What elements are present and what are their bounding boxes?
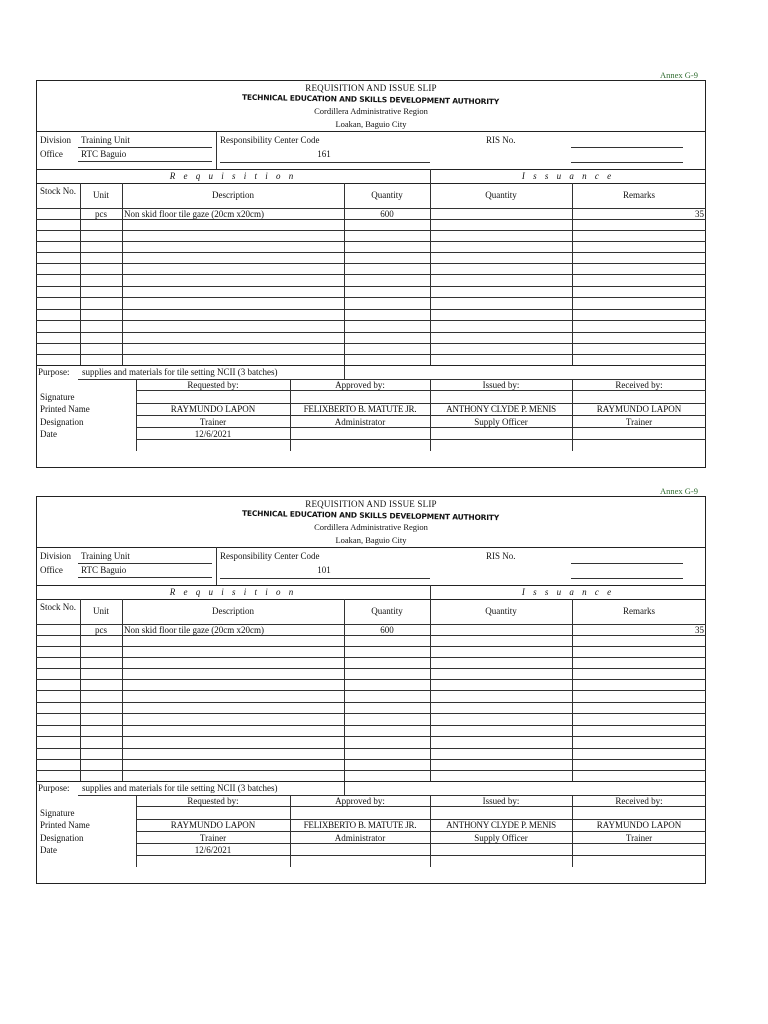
col-remarks: Remarks	[623, 190, 655, 200]
approver-designation: Administrator	[334, 417, 386, 427]
table-row	[36, 679, 706, 680]
received-by-heading: Received by:	[615, 380, 663, 390]
signature-label: Signature	[40, 808, 75, 818]
table-row	[36, 748, 706, 749]
table-row	[36, 702, 706, 703]
table-row	[36, 263, 706, 264]
item-description: Non skid floor tile gaze (20cm x20cm)	[124, 625, 264, 635]
table-row	[36, 241, 706, 242]
issuer-designation: Supply Officer	[474, 417, 528, 427]
approved-by-heading: Approved by:	[335, 796, 385, 806]
item-unit: pcs	[95, 625, 107, 635]
requisition-heading: R e q u i s i t i o n	[169, 587, 297, 597]
ris-label: RIS No.	[486, 135, 516, 145]
purpose-label: Purpose:	[38, 783, 70, 793]
table-row	[36, 297, 706, 298]
requested-by-heading: Requested by:	[187, 796, 239, 806]
table-row	[36, 657, 706, 658]
office-label: Office	[40, 565, 63, 575]
col-stock-no: Stock No.	[40, 186, 76, 196]
col-issue-quantity: Quantity	[485, 190, 517, 200]
request-date: 12/6/2021	[194, 845, 232, 855]
received-by-heading: Received by:	[615, 796, 663, 806]
form-title: REQUISITION AND ISSUE SLIP	[305, 499, 437, 509]
table-row	[36, 635, 706, 636]
address: Loakan, Baguio City	[335, 535, 407, 545]
item-quantity: 600	[380, 625, 394, 635]
form-title: REQUISITION AND ISSUE SLIP	[305, 83, 437, 93]
annex-label: Annex G-9	[659, 486, 698, 496]
designation-label: Designation	[40, 417, 84, 427]
annex-label: Annex G-9	[659, 70, 698, 80]
agency-name: TECHNICAL EDUCATION AND SKILLS DEVELOPMENT AUTHORITY	[242, 92, 500, 107]
rcc-label: Responsibility Center Code	[220, 135, 320, 145]
purpose-value: supplies and materials for tile setting NCII (3 batches)	[82, 783, 278, 793]
requester-designation: Trainer	[199, 833, 227, 843]
designation-label: Designation	[40, 833, 84, 843]
col-description: Description	[212, 190, 254, 200]
division-label: Division	[40, 135, 72, 145]
col-quantity: Quantity	[371, 190, 403, 200]
receiver-designation: Trainer	[625, 417, 653, 427]
issuer-name: ANTHONY CLYDE P. MENIS	[446, 820, 556, 830]
table-row	[36, 668, 706, 669]
col-description: Description	[212, 606, 254, 616]
date-label: Date	[40, 429, 57, 439]
table-row	[36, 274, 706, 275]
address: Loakan, Baguio City	[335, 119, 407, 129]
col-unit: Unit	[92, 190, 109, 200]
table-row	[36, 343, 706, 344]
item-quantity: 600	[380, 209, 394, 219]
receiver-name: RAYMUNDO LAPON	[596, 404, 682, 414]
table-row	[36, 320, 706, 321]
col-stock-no: Stock No.	[40, 602, 76, 612]
ris-label: RIS No.	[486, 551, 516, 561]
requested-by-heading: Requested by:	[187, 380, 239, 390]
table-row	[36, 690, 706, 691]
col-quantity: Quantity	[371, 606, 403, 616]
table-row	[36, 646, 706, 647]
item-description: Non skid floor tile gaze (20cm x20cm)	[124, 209, 264, 219]
printed-name-label: Printed Name	[40, 820, 90, 830]
rcc-label: Responsibility Center Code	[220, 551, 320, 561]
approver-designation: Administrator	[334, 833, 386, 843]
issuer-designation: Supply Officer	[474, 833, 528, 843]
approver-name: FELIXBERTO B. MATUTE JR.	[303, 820, 417, 830]
signature-label: Signature	[40, 392, 75, 402]
item-remarks: 35	[695, 625, 704, 635]
table-row	[36, 286, 706, 287]
division-value: Training Unit	[81, 135, 130, 145]
table-row	[36, 219, 706, 220]
table-row	[36, 332, 706, 333]
rcc-value: 101	[317, 565, 331, 575]
table-row	[36, 252, 706, 253]
office-value: RTC Baguio	[81, 565, 127, 575]
requester-designation: Trainer	[199, 417, 227, 427]
printed-name-label: Printed Name	[40, 404, 90, 414]
region-name: Cordillera Administrative Region	[314, 522, 428, 532]
approved-by-heading: Approved by:	[335, 380, 385, 390]
approver-name: FELIXBERTO B. MATUTE JR.	[303, 404, 417, 414]
table-row	[36, 725, 706, 726]
table-row	[36, 736, 706, 737]
col-issue-quantity: Quantity	[485, 606, 517, 616]
purpose-value: supplies and materials for tile setting NCII (3 batches)	[82, 367, 278, 377]
col-unit: Unit	[92, 606, 109, 616]
table-row	[36, 759, 706, 760]
region-name: Cordillera Administrative Region	[314, 106, 428, 116]
division-label: Division	[40, 551, 72, 561]
office-value: RTC Baguio	[81, 149, 127, 159]
receiver-designation: Trainer	[625, 833, 653, 843]
col-remarks: Remarks	[623, 606, 655, 616]
issuer-name: ANTHONY CLYDE P. MENIS	[446, 404, 556, 414]
agency-name: TECHNICAL EDUCATION AND SKILLS DEVELOPMENT AUTHORITY	[242, 508, 500, 523]
issued-by-heading: Issued by:	[482, 796, 520, 806]
office-label: Office	[40, 149, 63, 159]
table-row	[36, 354, 706, 355]
issuance-heading: I s s u a n c e	[521, 587, 615, 597]
receiver-name: RAYMUNDO LAPON	[596, 820, 682, 830]
date-label: Date	[40, 845, 57, 855]
item-unit: pcs	[95, 209, 107, 219]
table-row	[36, 713, 706, 714]
purpose-label: Purpose:	[38, 367, 70, 377]
issuance-heading: I s s u a n c e	[521, 171, 615, 181]
division-value: Training Unit	[81, 551, 130, 561]
table-row	[36, 309, 706, 310]
requester-name: RAYMUNDO LAPON	[170, 820, 256, 830]
table-row	[36, 230, 706, 231]
requisition-heading: R e q u i s i t i o n	[169, 171, 297, 181]
requester-name: RAYMUNDO LAPON	[170, 404, 256, 414]
table-row	[36, 770, 706, 771]
issued-by-heading: Issued by:	[482, 380, 520, 390]
request-date: 12/6/2021	[194, 429, 232, 439]
rcc-value: 161	[317, 149, 331, 159]
item-remarks: 35	[695, 209, 704, 219]
